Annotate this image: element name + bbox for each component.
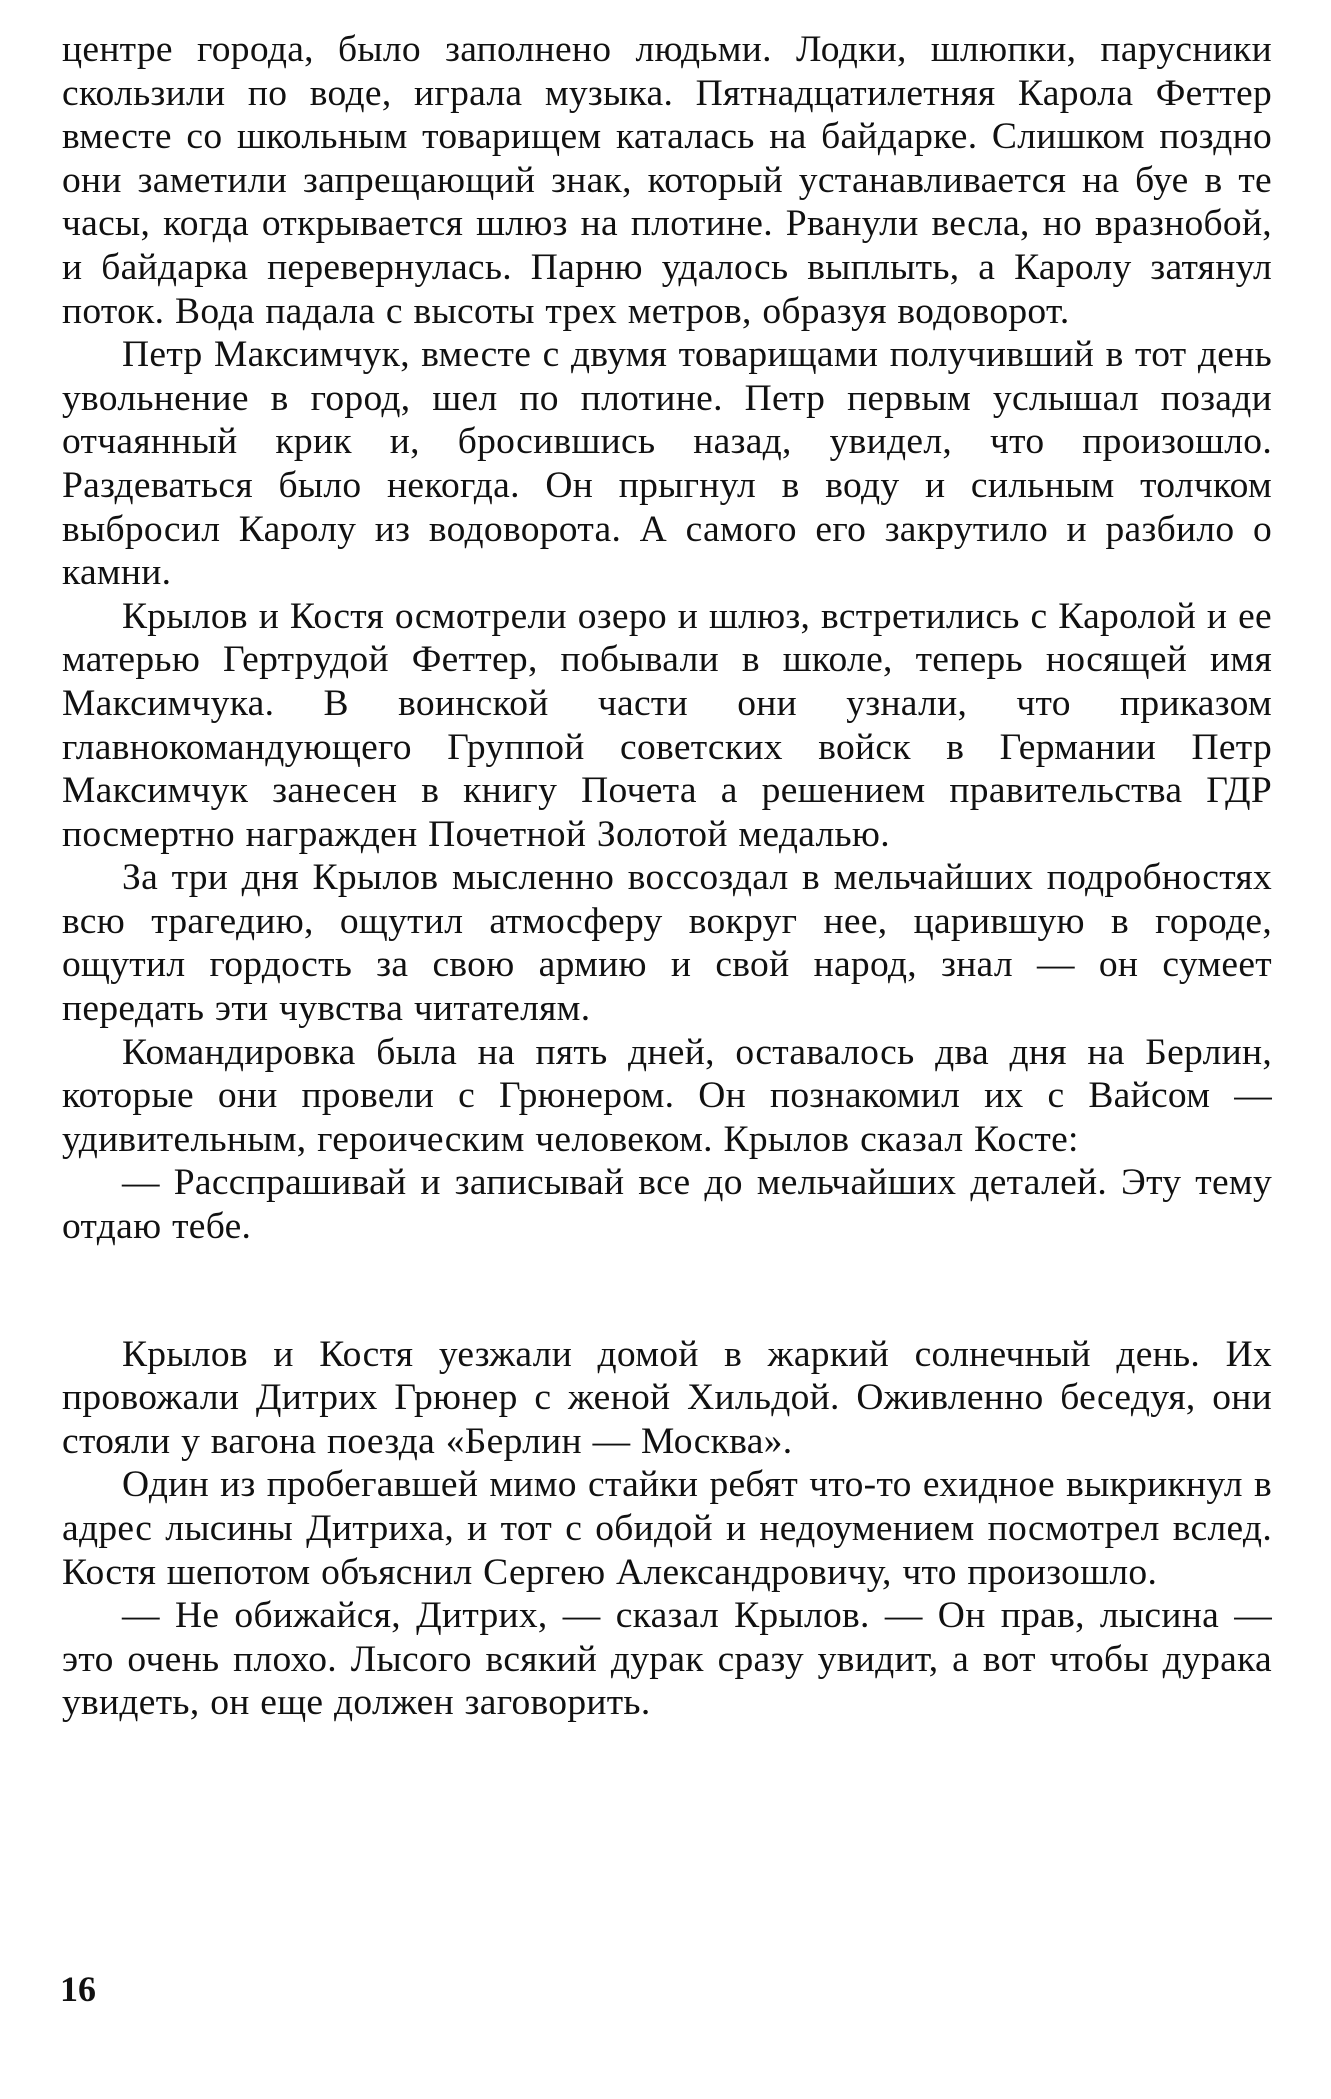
book-page [62, 28, 1272, 1725]
page-number: 16 [60, 1969, 96, 2009]
paragraph: Командировка была на пять дней, оставалось два дня на Берлин, которые они провели с Грюнером. Он познакомил их с Вайсом — удивительным, героическим человеком. Крылов сказал Косте: [62, 1031, 1272, 1160]
section-break [62, 1249, 1272, 1333]
paragraph: Петр Максимчук, вместе с двумя товарищами получивший в тот день увольнение в город, шел по плотине. Петр первым услышал позади отчаянный крик и, бросившись назад, увидел, что произошло. Раздеваться было некогда. Он прыгнул в воду и сильным толчком выбросил Каролу из водоворота. А самого его закрутило и разбило о камни. [62, 334, 1272, 594]
paragraph: — Не обижайся, Дитрих, — сказал Крылов. — Он прав, лысина — это очень плохо. Лысого всякий дурак сразу увидит, а вот чтобы дурака увидеть, он еще должен заговорить. [62, 1595, 1272, 1724]
paragraph: Крылов и Костя осмотрели озеро и шлюз, встретились с Каролой и ее матерью Гертрудой Феттер, побывали в школе, теперь носящей имя Максимчука. В воинской части они узнали, что приказом главнокомандующего Группой советских войск в Германии Петр Максимчук занесен в книгу Почета а решением правительства ГДР посмертно награжден Почетной Золотой медалью. [62, 595, 1272, 855]
paragraph: — Расспрашивай и записывай все до мельчайших деталей. Эту тему отдаю тебе. [62, 1162, 1272, 1248]
paragraph: Крылов и Костя уезжали домой в жаркий солнечный день. Их провожали Дитрих Грюнер с женой Хильдой. Оживленно беседуя, они стояли у вагона поезда «Берлин — Москва». [62, 1333, 1272, 1462]
paragraph: Один из пробегавшей мимо стайки ребят что-то ехидное выкрикнул в адрес лысины Дитриха, и тот с обидой и недоумением посмотрел вслед. Костя шепотом объяснил Сергею Александровичу, что произошло. [62, 1464, 1272, 1593]
paragraph: центре города, было заполнено людьми. Лодки, шлюпки, парусники скользили по воде, играла музыка. Пятнадцатилетняя Карола Феттер вместе со школьным товарищем каталась на байдарке. Слишком поздно они заметили запрещающий знак, который устанавливается на буе в те часы, когда открывается шлюз на плотине. Рванули весла, но вразнобой, и байдарка перевернулась. Парню удалось выплыть, а Каролу затянул поток. Вода падала с высоты трех метров, образуя водоворот. [62, 29, 1272, 332]
paragraph: За три дня Крылов мысленно воссоздал в мельчайших подробностях всю трагедию, ощутил атмосферу вокруг нее, царившую в городе, ощутил гордость за свою армию и свой народ, знал — он сумеет передать эти чувства читателям. [62, 857, 1272, 1030]
